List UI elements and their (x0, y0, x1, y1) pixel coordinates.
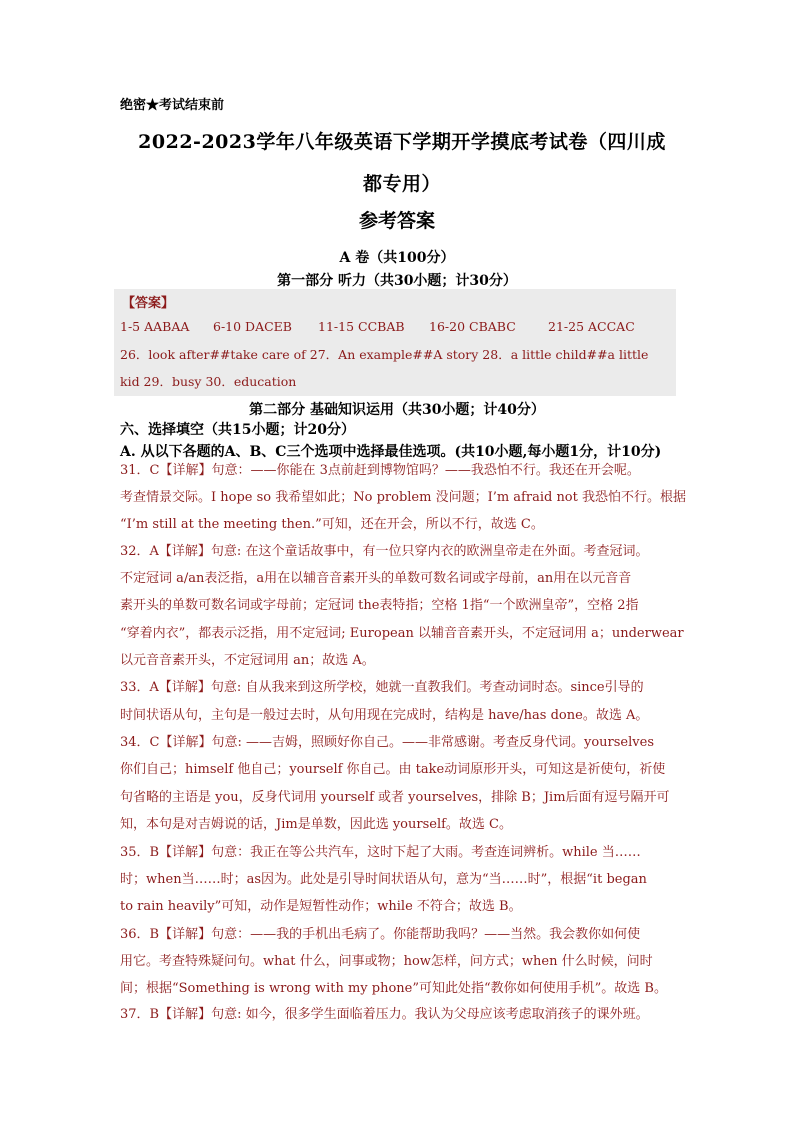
section6-heading: 六、选择填空（共15小题；计20分） (120, 422, 355, 438)
answer-tag: 【答案】 (122, 296, 175, 311)
explanation-line: 33．A【详解】句意: 自从我来到这所学校，她就一直教我们。考查动词时态。since引导的 (120, 680, 644, 695)
answer-line: kid 29．busy 30．education (120, 374, 297, 389)
explanation-line: to rain heavily”可知，动作是短暂性动作；while 不符合；故选 B。 (120, 899, 522, 914)
answer-group: 11-15 CCBAB (318, 319, 405, 334)
document-subtitle: 参考答案 (358, 210, 435, 232)
explanation-line: 37．B【详解】句意: 如今，很多学生面临着压力。我认为父母应该考虑取消孩子的课外班。 (120, 1007, 649, 1022)
explanation-line: 句省略的主语是 you，反身代词用 yourself 或者 yourselves，排除 B；Jim后面有逗号隔开可 (120, 790, 670, 805)
explanation-line: 不定冠词 a/an表泛指，a用在以辅音音素开头的单数可数名词或字母前，an用在以元音音 (120, 571, 632, 586)
part1-heading: 第一部分 听力（共30小题；计30分） (277, 273, 517, 289)
explanation-line: “I’m still at the meeting then.”可知，还在开会，所以不行，故选 C。 (120, 517, 544, 532)
answer-group: 21-25 ACCAC (548, 319, 635, 334)
part2-heading: 第二部分 基础知识运用（共30小题；计40分） (249, 402, 545, 418)
explanation-line: 考查情景交际。I hope so 我希望如此；No problem 没问题；I’m afraid not 我恐怕不行。根据 (120, 490, 686, 505)
explanation-line: 时；when当……时；as因为。此处是引导时间状语从句，意为“当……时”，根据“it began (120, 872, 647, 887)
explanation-line: 35．B【详解】句意：我正在等公共汽车，这时下起了大雨。考查连词辨析。while 当…… (120, 845, 641, 860)
sectionA-heading: A. 从以下各题的A、B、C三个选项中选择最佳选项。(共10小题,每小题1分，计10分) (120, 444, 662, 460)
answer-line: 26．look after##take care of 27．An example##A story 28．a little child##a little (120, 347, 649, 362)
answer-group: 1-5 AABAA (120, 319, 190, 334)
paper-a-heading: A 卷（共100分） (339, 250, 455, 266)
confidential-label: 绝密★考试结束前 (120, 98, 225, 113)
explanation-line: 36．B【详解】句意：——我的手机出毛病了。你能帮助我吗？——当然。我会教你如何使 (120, 927, 641, 942)
explanation-line: 知，本句是对吉姆说的话，Jim是单数，因此选 yourself。故选 C。 (120, 817, 512, 832)
explanation-line: 32．A【详解】句意: 在这个童话故事中，有一位只穿内衣的欧洲皇帝走在外面。考查冠词。 (120, 544, 649, 559)
explanation-line: 你们自己；himself 他自己；yourself 你自己。由 take动词原形开头，可知这是祈使句，祈使 (120, 762, 666, 777)
explanation-line: 用它。考查特殊疑问句。what 什么，问事或物；how怎样，问方式；when 什么时候，问时 (120, 954, 653, 969)
explanation-line: 时间状语从句，主句是一般过去时，从句用现在完成时，结构是 have/has done。故选 A。 (120, 708, 649, 723)
document-title-line1: 2022-2023学年八年级英语下学期开学摸底考试卷（四川成 (138, 131, 666, 153)
explanation-line: 31．C【详解】句意：——你能在 3点前赶到博物馆吗？——我恐怕不行。我还在开会呢。 (120, 463, 640, 478)
explanation-line: 素开头的单数可数名词或字母前；定冠词 the表特指；空格 1指“一个欧洲皇帝”，空格 2指 (120, 598, 639, 613)
answer-group: 6-10 DACEB (213, 319, 292, 334)
explanation-line: 以元音音素开头，不定冠词用 an；故选 A。 (120, 653, 375, 668)
explanation-line: “穿着内衣”，都表示泛指，用不定冠词; European 以辅音音素开头，不定冠词用 a；underwear (120, 626, 684, 641)
explanation-line: 34．C【详解】句意: ——吉姆，照顾好你自己。——非常感谢。考查反身代词。yourselves (120, 735, 654, 750)
answer-group: 16-20 CBABC (429, 319, 516, 334)
document-title-line2: 都专用） (362, 173, 441, 195)
explanation-line: 间；根据“Something is wrong with my phone”可知此处指“教你如何使用手机”。故选 B。 (120, 981, 667, 996)
